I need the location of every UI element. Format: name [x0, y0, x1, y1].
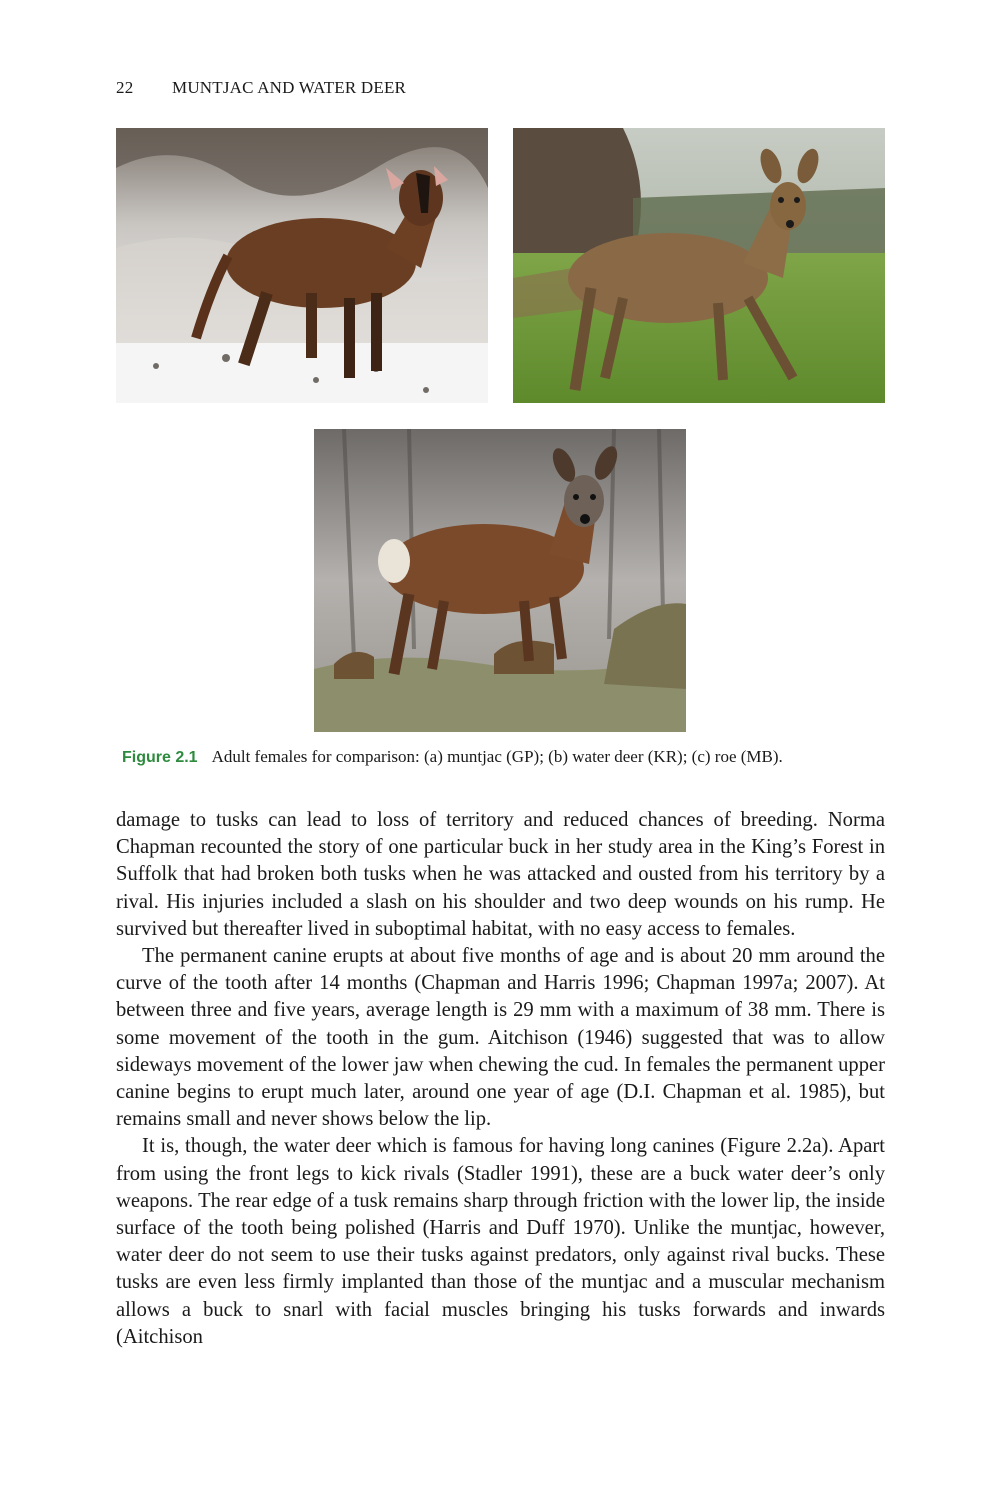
- photo-muntjac: [116, 128, 488, 403]
- figure-caption-text: Adult females for comparison: (a) muntjac (GP); (b) water deer (KR); (c) roe (MB).: [211, 747, 783, 766]
- paragraph: It is, though, the water deer which is famous for having long canines (Figure 2.2a). Apart from using the front legs to kick rivals (Stadler 1991), these are a buck water deer’s only weapons. The rear edge of a tusk remains sharp through friction with the lower lip, the inside surface of the tooth being polished (Harris and Duff 1970). Unlike the muntjac, however, water deer do not seem to use their tusks against predators, only against rival bucks. These tusks are even less firmly implanted than those of the muntjac and a muscular mechanism allows a buck to snarl with facial muscles bringing his tusks forwards and inwards (Aitchison: [116, 1135, 885, 1348]
- running-header: [116, 78, 406, 98]
- paragraph: damage to tusks can lead to loss of territory and reduced chances of breeding. Norma Chapman recounted the story of one particular buck in her study area in the King’s Forest in Suffolk that had broken both tusks when he was attacked and ousted from his territory by a rival. His injuries included a slash on his shoulder and two deep wounds on his rump. He survived but thereafter lived in suboptimal habitat, with no easy access to females.: [116, 809, 885, 940]
- page-number: 22: [116, 78, 134, 97]
- figure-caption: [122, 747, 902, 767]
- body-text: [116, 807, 885, 1351]
- paragraph: The permanent canine erupts at about five months of age and is about 20 mm around the curve of the tooth after 14 months (Chapman and Harris 1996; Chapman 1997a; 2007). At between three and five years, average length is 29 mm with a maximum of 38 mm. There is some movement of the tooth in the gum. Aitchison (1946) suggested that was to allow sideways movement of the lower jaw when chewing the cud. In females the permanent upper canine begins to erupt much later, around one year of age (D.I. Chapman et al. 1985), but remains small and never shows below the lip.: [116, 945, 885, 1131]
- running-title: MUNTJAC AND WATER DEER: [172, 78, 407, 97]
- figure-label: Figure 2.1: [122, 749, 198, 766]
- photo-roe-deer: [314, 429, 686, 732]
- photo-water-deer: [513, 128, 885, 403]
